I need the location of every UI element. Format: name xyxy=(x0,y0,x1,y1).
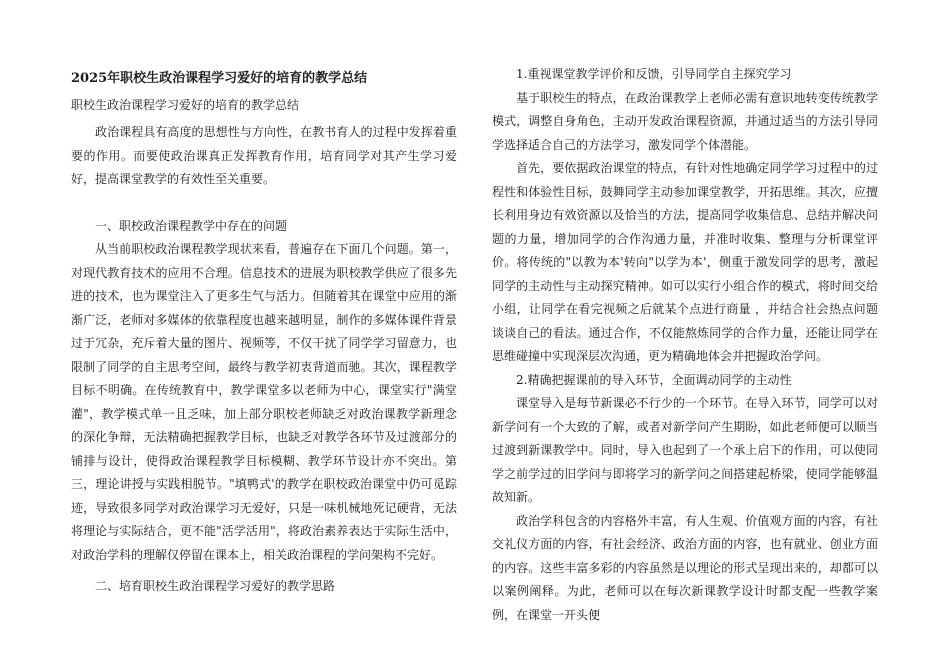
section-1-heading: 一、职校政治课程教学中存在的问题 xyxy=(95,218,288,233)
paragraph-gap xyxy=(71,192,457,215)
subsection-1-paragraph-2: 首先，要依据政治课堂的特点，有针对性地确定同学学习过程中的过程性和体验性目标，鼓舞同学主动参加课堂教学，开拓思维。其次，应擅长利用身边有效资源以及恰当的方法，提高同学收集信息、总结并解决问题的力量，增加同学的合作沟通力量，并准时收集、整理与分析课堂评价。将传统的"以教为本'转向"以学为本'，侧重于激发同学的思考，激起同学的主动性与主动探究精神。如可以实行小组合作的模式，将时间交给小组，让同学在看完视频之后就某个点进行商量 ，并结合社会热点问题谈谈自己的看法。通过合作，不仅能熬炼同学的合作力量，还能让同学在思维碰撞中实现深层次沟通，更为精确地体会并把握政治学问。 xyxy=(492,161,878,363)
section-2-heading: 二、培育职校生政治课程学习爱好的教学思路 xyxy=(95,579,336,593)
subsection-1-heading: 1.重视课堂教学评价和反馈，引导同学自主探究学习 xyxy=(516,67,792,81)
subsection-2-heading: 2.精确把握课前的导入环节，全面调动同学的主动性 xyxy=(516,372,792,387)
right-column xyxy=(492,63,878,627)
section-1-body: 从当前职校政治课程教学现状来看，普遍存在下面几个问题。第一，对现代教育技术的应用不合理。信息技术的进展为职校教学供应了很多先进的技术，也为课堂注入了更多生气与活力。但随着其在课堂中应用的渐渐广泛，老师对多媒体的依靠程度也越来越明显，制作的多媒体课件背景过于冗杂，充斥着大量的图片、视频等，不仅干扰了同学学习留意力，也限制了同学的自主思考空间，最终与教学初衷背道而驰。其次，课程教学目标不明确。在传统教育中，教学课堂多以老师为中心，课堂实行"满堂灌"，教学模式单一且乏味，加上部分职校老师缺乏对政治课教学新理念的深化争辩，无法精确把握教学目标，也缺乏对教学各环节及过渡部分的铺排与设计，使得政治课程教学目标模糊、教学环节设计亦不突出。第三，理论讲授与实践相脱节。"填鸭式'的教学在职校政治课堂中仍可觅踪迹，导致很多同学对政治课学习无爱好，只是一味机械地死记硬背，无法将理论与实际结合，更不能"活学活用"，将政治素养表达于实际生活中，对政治学科的理解仅停留在课本上，相关政治课程的学问架构不完好。 xyxy=(71,242,457,562)
document-subtitle: 职校生政治课程学习爱好的培育的教学总结 xyxy=(71,98,300,112)
subsection-2-paragraph-1: 课堂导入是每节新课必不行少的一个环节。在导入环节，同学可以对新学问有一个大致的了解，或者对新学问产生期盼，如此老师便可以顺当过渡到新课教学中。同时，导入也起到了一个承上启下的作用，可以使同学之前学过的旧学问与即将学习的新学问之间搭建起桥梁，使同学能够温故知新。 xyxy=(492,396,878,504)
subsection-2-paragraph-2: 政治学科包含的内容格外丰富，有人生观、价值观方面的内容，有社交礼仪方面的内容，有社会经济、政治方面的内容，也有就业、创业方面的内容。这些丰富多彩的内容虽然是以理论的形式呈现出来的，却都可以以案例阐释。为此，老师可以在每次新课教学设计时都支配一些教学案例，在课堂一开头便 xyxy=(492,513,878,622)
subsection-1-paragraph-1: 基于职校生的特点，在政治课教学上老师必需有意识地转变传统教学模式，调整自身角色，主动开发政治课程资源，并通过适当的方法引导同学选择适合自己的方法学习，激发同学个体潜能。 xyxy=(492,90,878,152)
document-title: 2025年职校生政治课程学习爱好的培育的教学总结 xyxy=(71,71,368,86)
intro-paragraph: 政治课程具有高度的思想性与方向性，在教书育人的过程中发挥着重要的作用。而要使政治课真正发挥教育作用，培育同学对其产生学习爱好，提高课堂教学的有效性至关重要。 xyxy=(71,125,457,186)
left-column xyxy=(71,63,457,599)
